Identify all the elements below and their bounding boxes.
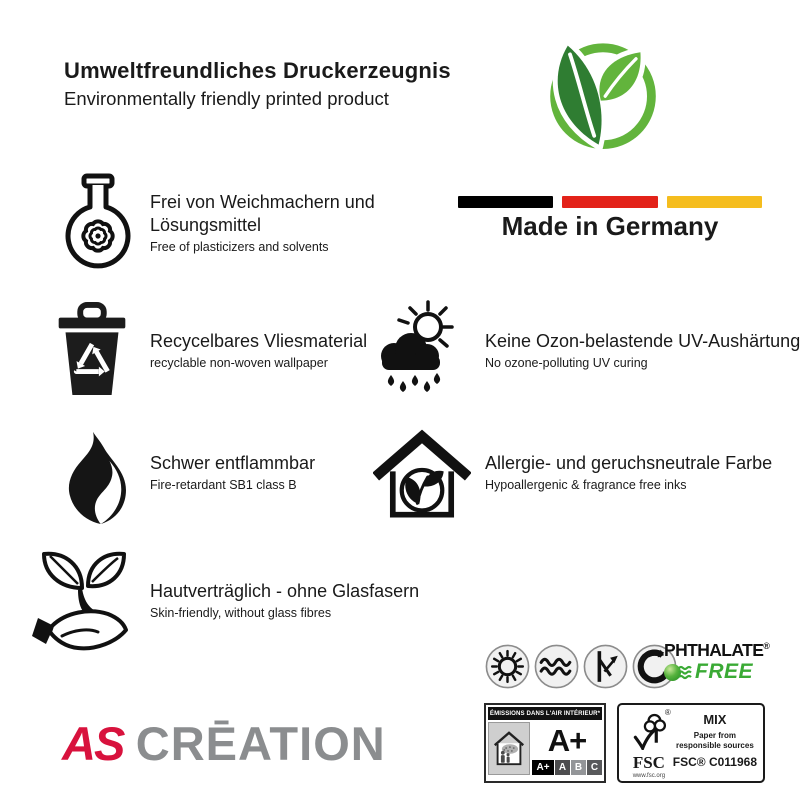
registered-mark: ®: [763, 641, 770, 652]
feature-title: Recycelbares Vliesmaterial: [150, 331, 368, 351]
scale-b: B: [571, 760, 586, 775]
fsc-desc-line1: Paper from: [693, 731, 736, 740]
feature-title: Schwer entflammbar: [150, 453, 316, 473]
fsc-code: FSC® C011968: [672, 755, 757, 770]
feature-hypoallergenic: [485, 452, 772, 492]
strippable-icon: [583, 644, 628, 689]
flame-icon: [57, 429, 129, 531]
made-in-germany-label: Made in Germany: [501, 211, 719, 241]
feature-title: Allergie- und geruchsneutrale Farbe: [485, 453, 773, 473]
flag-bar-black: [458, 196, 553, 208]
eco-leaves-logo-icon: [537, 28, 669, 165]
feature-title: Keine Ozon-belastende UV-Aushärtung: [485, 331, 800, 351]
fsc-brand: FSC: [632, 753, 665, 772]
fsc-desc-line2: responsible sources: [675, 740, 754, 750]
fsc-type: MIX: [703, 712, 727, 727]
scale-c: C: [587, 760, 602, 775]
free-text: FREE: [695, 660, 754, 683]
german-flag-bars: [458, 196, 762, 208]
spongeable-icon: [534, 644, 579, 689]
emissions-house-icon: [488, 722, 530, 775]
feature-title: Frei von Weichmachern und Lösungsmittel: [150, 192, 375, 235]
feature-subtitle: recyclable non-woven wallpaper: [150, 355, 328, 370]
feature-recyclable: [150, 330, 367, 370]
as-creation-logo: [62, 716, 386, 771]
feature-subtitle: Hypoallergenic & fragrance free inks: [485, 477, 687, 492]
page-subtitle: Environmentally friendly printed product: [64, 88, 389, 109]
emissions-label: [484, 703, 606, 783]
uv-rain-cloud-icon: [374, 299, 464, 406]
emissions-grade: A+: [547, 723, 587, 758]
flask-icon: [60, 173, 136, 282]
house-leaves-icon: [373, 428, 471, 531]
good-lightfastness-icon: [485, 644, 530, 689]
fsc-tree-icon: [631, 710, 667, 750]
phthalate-word: PHTHALATE: [664, 640, 764, 660]
phthalate-free-logo: [664, 640, 774, 684]
fsc-label: [617, 703, 765, 783]
brand-as: AS: [62, 717, 124, 770]
feature-subtitle: No ozone-polluting UV curing: [485, 355, 648, 370]
wallpaper-symbols: [485, 644, 677, 689]
feature-no-uv-ozone: [485, 330, 800, 370]
flag-bar-gold: [667, 196, 762, 208]
feature-subtitle: Free of plasticizers and solvents: [150, 239, 329, 254]
hand-plant-icon: [32, 548, 144, 665]
feature-subtitle: Skin-friendly, without glass fibres: [150, 605, 332, 620]
feature-skin-friendly: [150, 580, 419, 620]
flag-bar-red: [562, 196, 657, 208]
recycle-bin-icon: [52, 299, 132, 402]
scale-a: A: [555, 760, 570, 775]
brand-creation: CRĒATION: [135, 717, 386, 770]
emissions-scale: [532, 760, 602, 775]
emissions-header: ÉMISSIONS DANS L'AIR INTÉRIEUR*: [488, 707, 602, 720]
registered-mark: ®: [664, 708, 671, 717]
scale-a-plus: A+: [532, 760, 554, 775]
feature-subtitle: Fire-retardant SB1 class B: [150, 477, 297, 492]
feature-title: Hautverträglich - ohne Glasfasern: [150, 581, 420, 601]
feature-plasticizer-free: [150, 191, 385, 254]
feature-fire-retardant: [150, 452, 315, 492]
phthalate-text: [664, 640, 774, 661]
fsc-url: www.fsc.org: [632, 773, 666, 779]
green-waves-icon: [678, 665, 694, 680]
page-title: Umweltfreundliches Druckerzeugnis: [64, 58, 451, 83]
